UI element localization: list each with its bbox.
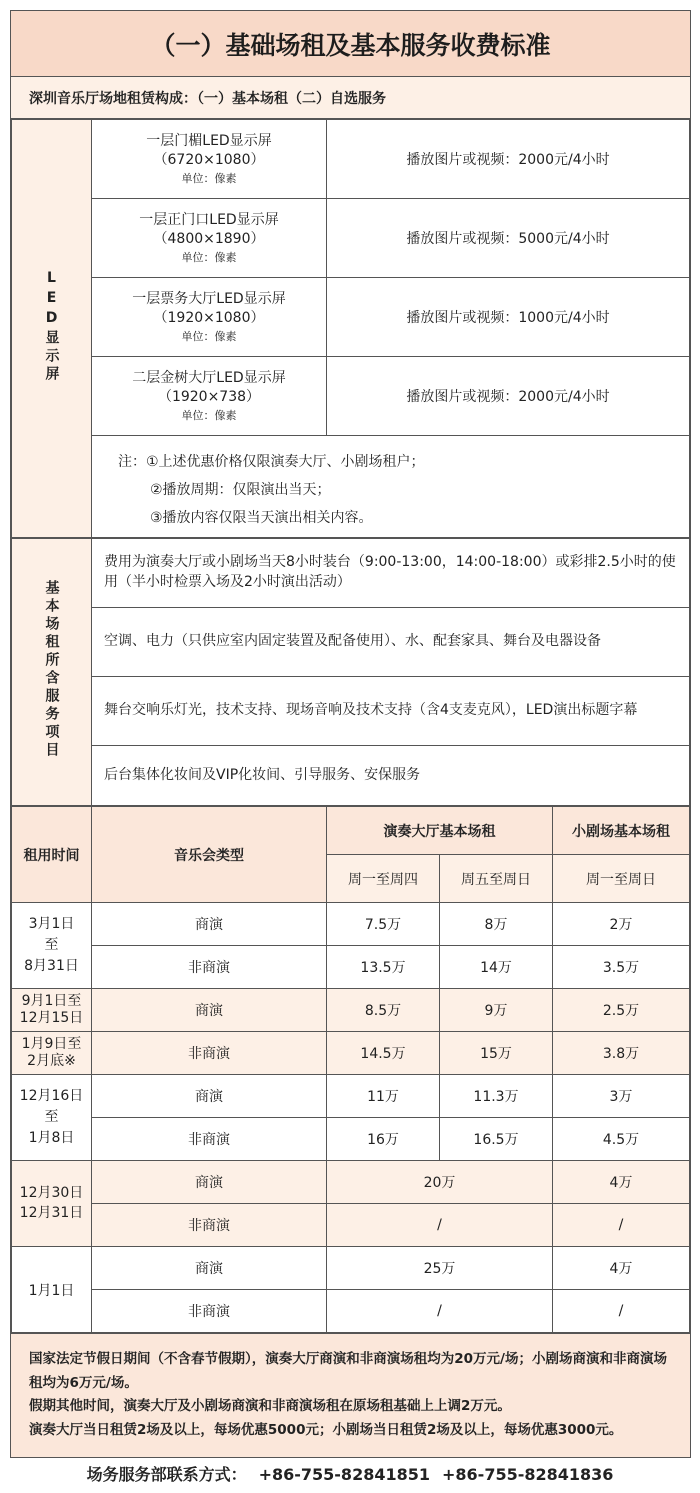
header-period: 租用时间	[12, 807, 92, 903]
period-cell: 1月1日	[12, 1247, 92, 1333]
page-title: （一）基础场租及基本服务收费标准	[11, 11, 690, 77]
price-cell: 3.5万	[553, 946, 690, 989]
led-price-cell: 播放图片或视频：1000元/4小时	[327, 278, 690, 357]
led-name-cell: 一层票务大厅LED显示屏 （1920×1080） 单位：像素	[92, 278, 327, 357]
footer-note-line: 假期其他时间，演奏大厅及小剧场商演和非商演场租在原场租基础上上调2万元。	[29, 1398, 511, 1415]
unit-label: 单位：像素	[181, 250, 237, 264]
price-cell: 2万	[553, 903, 690, 946]
price-sheet	[10, 10, 691, 1458]
contact-phone-2[interactable]: +86-755-82841836	[442, 1465, 614, 1484]
price-cell: 14.5万	[327, 1032, 440, 1075]
pricing-table	[11, 806, 690, 1333]
type-cell: 商演	[92, 989, 327, 1032]
price-cell: /	[327, 1204, 553, 1247]
type-cell: 商演	[92, 1247, 327, 1290]
header-fri-sun: 周五至周日	[440, 855, 553, 903]
price-cell: 2.5万	[553, 989, 690, 1032]
price-cell: 14万	[440, 946, 553, 989]
price-cell: /	[553, 1204, 690, 1247]
price-cell: 8万	[440, 903, 553, 946]
header-type: 音乐会类型	[92, 807, 327, 903]
unit-label: 单位：像素	[181, 171, 237, 185]
led-price-cell: 播放图片或视频：2000元/4小时	[327, 357, 690, 436]
period-cell: 1月9日至 2月底※	[12, 1032, 92, 1075]
type-cell: 非商演	[92, 1118, 327, 1161]
price-cell: /	[553, 1290, 690, 1333]
led-price-cell: 播放图片或视频：2000元/4小时	[327, 120, 690, 199]
type-cell: 商演	[92, 1161, 327, 1204]
led-name-cell: 一层正门口LED显示屏 （4800×1890） 单位：像素	[92, 199, 327, 278]
period-cell: 9月1日至 12月15日	[12, 989, 92, 1032]
price-cell: 16万	[327, 1118, 440, 1161]
footer-note-line: 演奏大厅当日租赁2场及以上，每场优惠5000元；小剧场当日租赁2场及以上，每场优惠3000元。	[29, 1421, 623, 1438]
price-cell: 13.5万	[327, 946, 440, 989]
header-mon-thu: 周一至周四	[327, 855, 440, 903]
type-cell: 商演	[92, 903, 327, 946]
type-cell: 非商演	[92, 1204, 327, 1247]
led-table	[11, 119, 690, 538]
page-subtitle: 深圳音乐厅场地租赁构成：（一）基本场租（二）自选服务	[11, 77, 690, 119]
price-cell: 7.5万	[327, 903, 440, 946]
service-item: 后台集体化妆间及VIP化妆间、引导服务、安保服务	[92, 746, 690, 806]
services-table	[11, 538, 690, 806]
period-cell: 3月1日 至 8月31日	[12, 903, 92, 989]
price-cell: 16.5万	[440, 1118, 553, 1161]
price-cell: /	[327, 1290, 553, 1333]
led-name-cell: 二层金树大厅LED显示屏 （1920×738） 单位：像素	[92, 357, 327, 436]
price-cell: 11.3万	[440, 1075, 553, 1118]
price-cell: 9万	[440, 989, 553, 1032]
service-item: 空调、电力（只供应室内固定装置及配备使用）、水、配套家具、舞台及电器设备	[92, 608, 690, 677]
contact-phone-1[interactable]: +86-755-82841851	[258, 1465, 430, 1484]
services-side-label: 基本场租所含服务项目	[12, 539, 92, 806]
header-small: 小剧场基本场租	[553, 807, 690, 855]
type-cell: 非商演	[92, 946, 327, 989]
type-cell: 非商演	[92, 1032, 327, 1075]
service-item: 费用为演奏大厅或小剧场当天8小时装台（9:00-13:00，14:00-18:00）或彩排2.5小时的使用（半小时检票入场及2小时演出活动）	[92, 539, 690, 608]
footer-notes	[11, 1333, 690, 1457]
price-cell: 20万	[327, 1161, 553, 1204]
price-cell: 25万	[327, 1247, 553, 1290]
contact-line	[0, 1462, 700, 1485]
price-cell: 4万	[553, 1161, 690, 1204]
led-side-label: LED显示屏	[12, 120, 92, 538]
header-mon-sun: 周一至周日	[553, 855, 690, 903]
price-cell: 3.8万	[553, 1032, 690, 1075]
period-cell: 12月16日 至 1月8日	[12, 1075, 92, 1161]
service-item: 舞台交响乐灯光，技术支持、现场音响及技术支持（含4支麦克风），LED演出标题字幕	[92, 677, 690, 746]
price-cell: 3万	[553, 1075, 690, 1118]
price-cell: 15万	[440, 1032, 553, 1075]
price-cell: 11万	[327, 1075, 440, 1118]
led-price-cell: 播放图片或视频：5000元/4小时	[327, 199, 690, 278]
unit-label: 单位：像素	[181, 329, 237, 343]
type-cell: 商演	[92, 1075, 327, 1118]
period-cell: 12月30日 12月31日	[12, 1161, 92, 1247]
price-cell: 4万	[553, 1247, 690, 1290]
contact-label: 场务服务部联系方式：	[86, 1465, 247, 1484]
price-cell: 8.5万	[327, 989, 440, 1032]
led-notes: 注：①上述优惠价格仅限演奏大厅、小剧场租户； ②播放周期：仅限演出当天； ③播放内容仅限当天演出相关内容。	[92, 436, 690, 538]
type-cell: 非商演	[92, 1290, 327, 1333]
led-name-cell: 一层门楣LED显示屏 （6720×1080） 单位：像素	[92, 120, 327, 199]
footer-note-line: 国家法定节假日期间（不含春节假期），演奏大厅商演和非商演场租均为20万元/场；小剧场商演和非商演场租均为6万元/场。	[29, 1351, 667, 1391]
price-cell: 4.5万	[553, 1118, 690, 1161]
unit-label: 单位：像素	[181, 408, 237, 422]
header-hall: 演奏大厅基本场租	[327, 807, 553, 855]
